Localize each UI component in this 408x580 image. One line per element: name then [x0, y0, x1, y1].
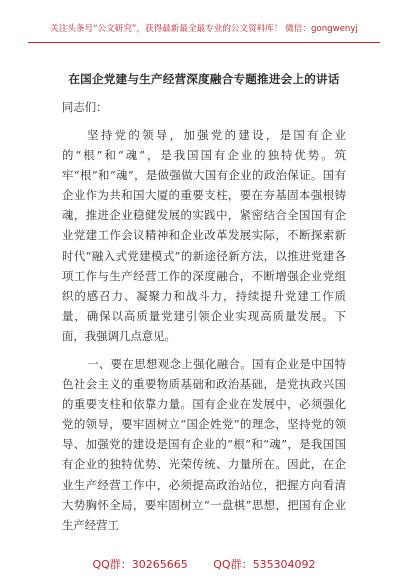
document-title: 在国企党建与生产经营深度融合专题推进会上的讲话 — [68, 72, 340, 86]
header-divider — [28, 42, 380, 43]
qq-group-1: QQ群：30265665 — [92, 558, 188, 571]
salutation: 同志们： — [62, 100, 108, 114]
body-paragraph: 坚持党的领导，加强党的建设，是国有企业的“根”和“魂”，是我国国有企业的独特优势。筑牢“根”和“魂”，是做强做大国有企业的政治保证。国有企业作为共和国大厦的重要支柱，要在夯基固本强根铸魂，推进企业稳健发展的实践中，紧密结合全国国有企业党建工作会议精神和企业改革发展实际，不断探索新时代“融入式党建模式”的新途径新方法，以推进党建各项工作与生产经营工作的深度融合，不断增强企业党组织的感召力、凝聚力和战斗力，持续提升党建工作质量，确保以高质量党建引领企业实现高质量发展。下面，我强调几点意见。 — [62, 128, 346, 343]
header-banner: 关注头条号“公文研究”，获得最新最全最专业的公文资料库！ 微信：gongwenyj — [50, 24, 358, 34]
body-paragraph: 一、要在思想观念上强化融合。国有企业是中国特色社会主义的重要物质基础和政治基础，是党执政兴国的重要支柱和依靠力量。国有企业在发展中，必须强化党的领导，要牢固树立“国企姓党”的理念，坚持党的领导、加强党的建设是国有企业的“根”和“魂”，是我国国有企业的独特优势、光荣传统、力量所在。因此，在企业生产经营工作中，必须提高政治站位，把握方向看清大势胸怀全局，要牢固树立“一盘棋”思想，把国有企业生产经营工 — [62, 357, 346, 532]
footer — [0, 556, 408, 572]
qq-group-2: QQ群：535304092 — [213, 558, 316, 571]
